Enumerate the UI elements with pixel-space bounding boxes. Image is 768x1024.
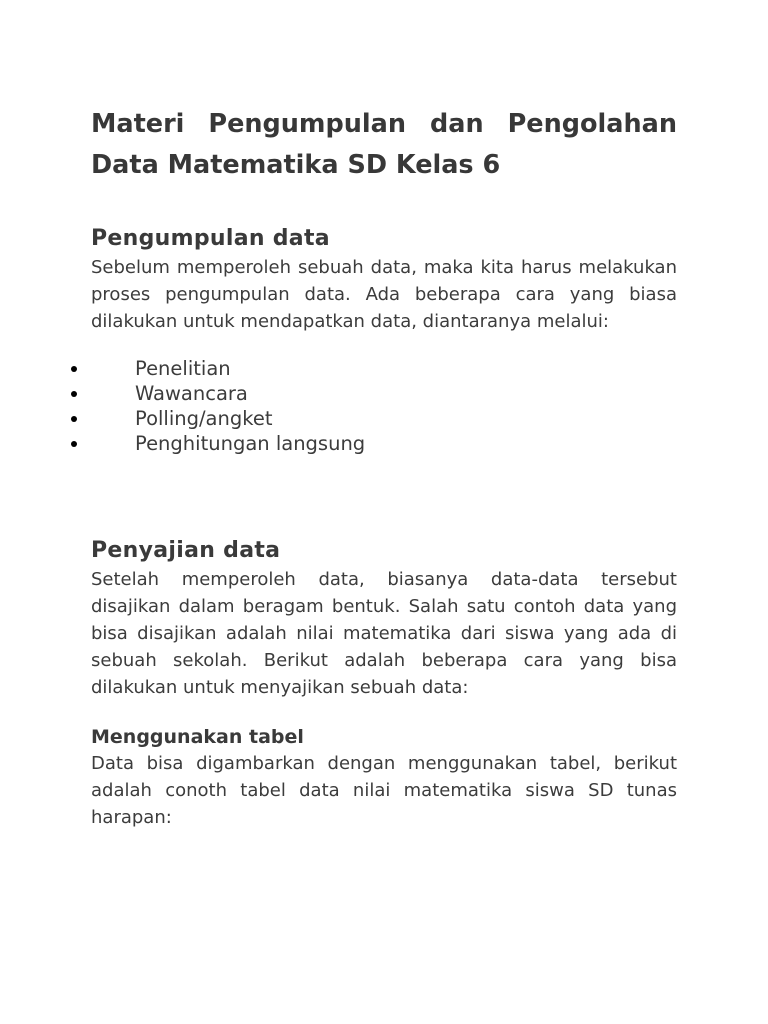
list-item: [91, 381, 677, 406]
bullet-list-methods: [91, 356, 677, 456]
list-item: [91, 356, 677, 381]
paragraph-tabel: Data bisa digambarkan dengan menggunakan tabel, berikut adalah conoth tabel data nilai matematika siswa SD tunas harapan:: [91, 753, 677, 828]
paragraph-penyajian: Setelah memperoleh data, biasanya data-data tersebut disajikan dalam beragam bentuk. Salah satu contoh data yang bisa disajikan adalah nilai matematika dari siswa yang ada di sebuah sekolah. Berikut adalah beberapa cara yang bisa dilakukan untuk menyajikan sebuah data:: [91, 569, 677, 698]
list-item-label: Penelitian: [135, 357, 231, 380]
bullet-icon: [71, 366, 77, 372]
section-heading-penyajian: Penyajian data: [91, 538, 281, 563]
list-item-label: Polling/angket: [135, 407, 273, 430]
bullet-icon: [71, 416, 77, 422]
list-item-label: Wawancara: [135, 382, 248, 405]
list-item-label: Penghitungan langsung: [135, 432, 366, 455]
document-content: [91, 104, 677, 831]
paragraph-pengumpulan: Sebelum memperoleh sebuah data, maka kita harus melakukan proses pengumpulan data. Ada beberapa cara yang biasa dilakukan untuk mendapatkan data, diantaranya melalui:: [91, 257, 677, 332]
bullet-icon: [71, 391, 77, 397]
list-item: [91, 406, 677, 431]
subsection-heading-tabel: Menggunakan tabel: [91, 726, 304, 748]
section-heading-pengumpulan: Pengumpulan data: [91, 226, 330, 251]
list-item: [91, 431, 677, 456]
bullet-icon: [71, 441, 77, 447]
document-title: Materi Pengumpulan dan Pengolahan Data Matematika SD Kelas 6: [91, 109, 677, 180]
